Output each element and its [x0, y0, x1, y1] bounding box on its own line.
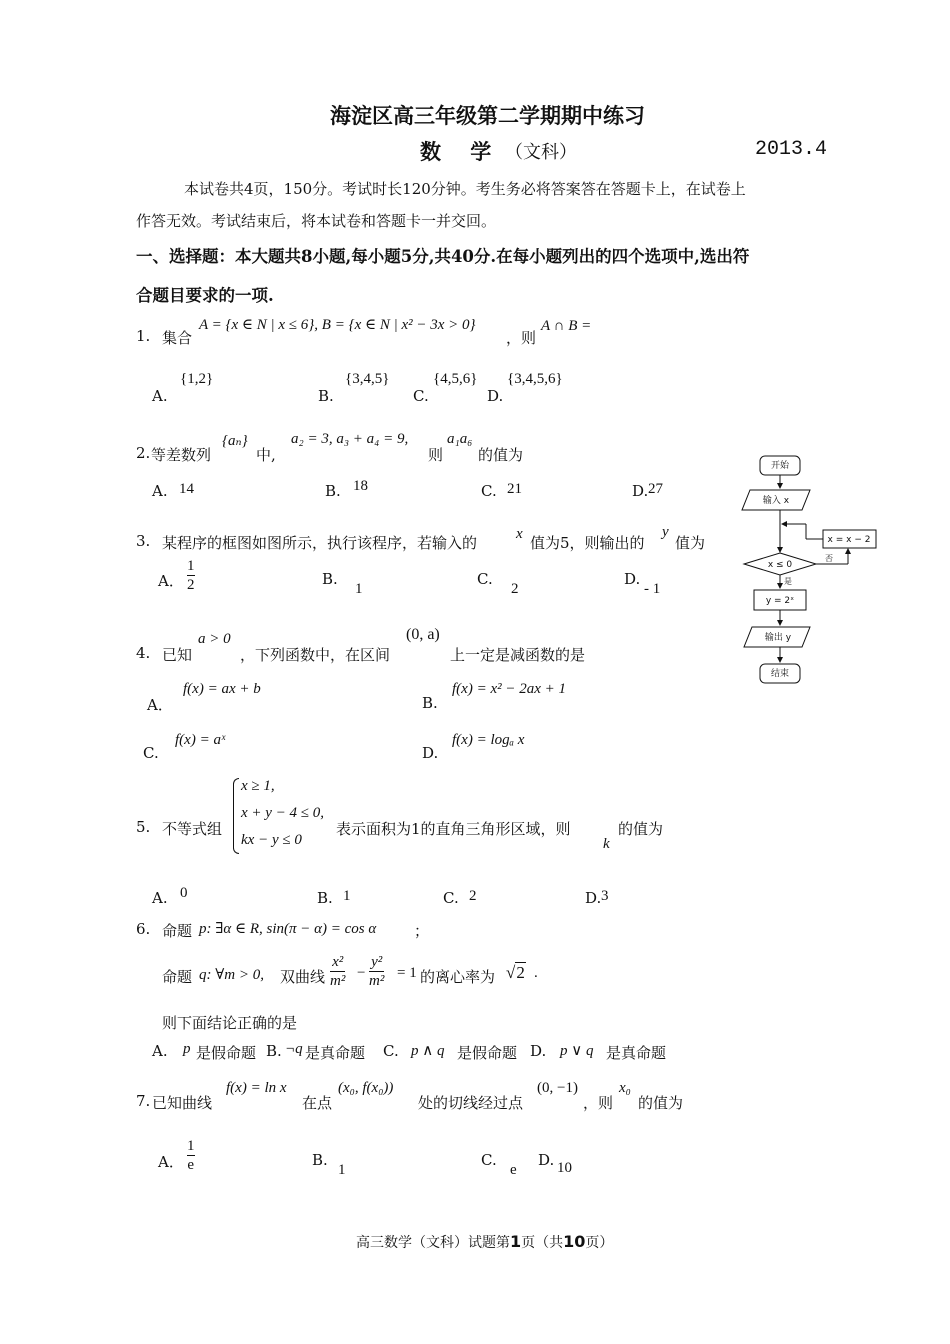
q2-option-c-value: 21: [507, 481, 522, 497]
q1-tail: ，则: [506, 329, 537, 347]
q6-p-end: ；: [414, 922, 430, 940]
q2-option-b-value: 18: [353, 478, 368, 494]
q7-option-a-label: A．: [158, 1153, 184, 1171]
q7-stem-e: 的值为: [638, 1094, 684, 1112]
q3-option-c-label: C.: [477, 570, 493, 588]
q2-option-d-value: 27: [648, 481, 663, 497]
flow-output-label: 输出 y: [764, 633, 792, 643]
q3-option-a-denominator: 2: [187, 577, 195, 593]
q5-stem-c: 的值为: [618, 820, 664, 838]
q6-option-c-math: p ∧ q: [411, 1043, 445, 1059]
q7-option-c-value: e: [510, 1162, 517, 1178]
program-flowchart: [738, 450, 883, 690]
q6-sqrt-sign: √2: [506, 963, 525, 982]
flow-update-label: x = x − 2: [827, 535, 871, 545]
q6-p-statement: p: ∃α ∈ R, sin(π − α) = cos α: [199, 921, 377, 937]
flow-start-label: 开始: [770, 461, 790, 471]
footer-total-pages: 10: [563, 1232, 586, 1251]
q5-option-d-label: D.: [585, 889, 602, 907]
q7-number: 7.: [136, 1092, 151, 1110]
q2-option-a-value: 14: [179, 481, 194, 497]
q6-option-d-text: 是真命题: [606, 1044, 667, 1062]
q3-option-b-label: B.: [322, 570, 338, 588]
q6-option-a-label: A.: [152, 1042, 168, 1060]
q6-option-d-label: D.: [530, 1042, 547, 1060]
q7-stem-a: 已知曲线: [152, 1094, 213, 1112]
q4-option-d-label: D.: [422, 744, 439, 762]
flow-no-label: 否: [825, 554, 833, 563]
q5-system-brace: [233, 778, 239, 854]
q3-option-b-value: 1: [355, 581, 363, 597]
q6-option-b-text: 是真命题: [305, 1044, 366, 1062]
flow-input-label: 输入 x: [762, 496, 790, 506]
q1-number: 1.: [136, 327, 151, 345]
q6-hyperbola-term-1: [330, 953, 345, 990]
q4-stem-b: ，下列函数中，在区间: [240, 646, 391, 664]
q4-option-a-label: A．: [147, 696, 173, 714]
intro-line-2: 作答无效。考试结束后，将本试卷和答题卡一并交回。: [136, 212, 497, 230]
q6-hyp-num-1: x²: [332, 954, 344, 970]
q5-stem-b: 表示面积为1的直角三角形区域，则: [336, 820, 571, 838]
q4-option-c-value: f(x) = aˣ: [175, 732, 226, 748]
q6-option-b-label: B.: [266, 1042, 282, 1060]
q6-sqrt-value: 2: [516, 963, 525, 982]
q4-condition: a > 0: [198, 631, 231, 647]
q2-tail: 的值为: [478, 446, 524, 464]
q6-q-label: 命题: [162, 968, 193, 986]
q4-option-b-value: f(x) = x² − 2ax + 1: [452, 681, 566, 697]
q6-hyp-eq: = 1: [397, 965, 417, 981]
q1-option-a-label: A.: [152, 387, 168, 405]
q5-option-a-value: 0: [180, 885, 188, 901]
q7-stem-d: ，则: [583, 1094, 614, 1112]
page-footer: [356, 1232, 613, 1252]
q5-option-d-value: 3: [601, 888, 609, 904]
footer-mid: 页（共: [521, 1235, 564, 1251]
q6-p-label: 命题: [162, 922, 193, 940]
q7-option-c-label: C.: [481, 1151, 497, 1169]
q6-option-c-label: C.: [383, 1042, 399, 1060]
flow-assign-label: y = 2ˣ: [765, 596, 795, 606]
q1-tail-math: A ∩ B =: [541, 318, 592, 334]
q7-option-a-fraction: [187, 1137, 195, 1174]
q3-option-c-value: 2: [511, 581, 519, 597]
q3-var-x: x: [516, 526, 523, 542]
q1-option-c-value: {4,5,6}: [433, 371, 478, 387]
q6-conclude: 则下面结论正确的是: [162, 1014, 298, 1032]
q5-system-line-2: x + y − 4 ≤ 0,: [241, 805, 325, 821]
q5-option-a-label: A.: [152, 889, 168, 907]
q5-option-c-value: 2: [469, 888, 477, 904]
q3-option-a-fraction: [187, 557, 195, 594]
q6-option-a-text: 是假命题: [196, 1044, 257, 1062]
flow-condition-label: x ≤ 0: [767, 560, 793, 570]
section-heading-line-2: 合题目要求的一项.: [136, 286, 274, 305]
q5-var-k: k: [603, 836, 610, 852]
q7-stem-c: 处的切线经过点: [418, 1094, 524, 1112]
q7-var-x0: x₀: [619, 1080, 631, 1096]
q4-option-d-value: f(x) = logₐ x: [452, 732, 525, 748]
q6-q-text-2: 的离心率为: [420, 968, 496, 986]
q4-option-c-label: C.: [143, 744, 159, 762]
q6-hyp-minus: −: [357, 965, 366, 981]
q4-stem-a: 已知: [162, 646, 193, 664]
q6-option-c-text: 是假命题: [457, 1044, 518, 1062]
q6-q-end: .: [534, 965, 538, 981]
footer-page-number: 1: [510, 1232, 522, 1251]
q3-var-y: y: [662, 524, 669, 540]
q2-condition: a₂ = 3, a₃ + a₄ = 9,: [291, 431, 409, 447]
q1-option-d-label: D.: [487, 387, 504, 405]
q7-option-a-numerator: 1: [187, 1138, 195, 1154]
q2-mid: 中,: [256, 446, 276, 464]
footer-suffix: 页）: [585, 1235, 614, 1251]
q2-then: 则: [428, 446, 444, 464]
q5-system-line-1: x ≥ 1,: [241, 778, 275, 794]
q7-option-d-label: D.: [538, 1151, 555, 1169]
page-title: 海淀区高三年级第二学期期中练习: [330, 103, 645, 128]
q4-option-b-label: B.: [422, 694, 438, 712]
q7-point: (x₀, f(x₀)): [338, 1080, 394, 1096]
q3-option-a-numerator: 1: [187, 558, 195, 574]
q7-option-b-label: B.: [312, 1151, 328, 1169]
q6-option-b-math: ¬q: [285, 1041, 303, 1057]
q2-option-b-label: B.: [325, 482, 341, 500]
q5-option-b-value: 1: [343, 888, 351, 904]
subject-title: 数 学: [420, 139, 492, 164]
q4-interval: (0, a): [406, 626, 440, 643]
intro-line-1: 本试卷共4页，150分。考试时长120分钟。考生务必将答案答在答题卡上，在试卷上: [184, 180, 746, 198]
q3-option-d-label: D.: [624, 570, 641, 588]
q5-stem-a: 不等式组: [162, 820, 223, 838]
q2-stem: 等差数列: [151, 446, 212, 464]
q3-option-d-value: - 1: [644, 581, 661, 597]
q4-stem-c: 上一定是减函数的是: [450, 646, 586, 664]
q6-hyp-den-2: m²: [369, 973, 385, 989]
q5-option-b-label: B.: [317, 889, 333, 907]
q6-option-a-math: p: [183, 1041, 191, 1057]
q7-option-b-value: 1: [338, 1162, 346, 1178]
q2-option-a-label: A.: [152, 482, 168, 500]
q4-number: 4.: [136, 644, 151, 662]
subject-note: （文科）: [505, 142, 577, 163]
flow-yes-label: 是: [784, 577, 792, 586]
q3-option-a-label: A．: [158, 572, 184, 590]
q7-option-a-denominator: e: [187, 1157, 195, 1173]
q6-q-statement: q: ∀m > 0,: [199, 967, 265, 983]
q2-option-c-label: C.: [481, 482, 497, 500]
q1-option-a-value: {1,2}: [180, 371, 214, 387]
q1-option-d-value: {3,4,5,6}: [507, 371, 563, 387]
q3-stem-a: 某程序的框图如图所示，执行该程序，若输入的: [162, 534, 478, 552]
q6-hyp-num-2: y²: [371, 954, 383, 970]
q7-point-2: (0, −1): [537, 1080, 578, 1096]
footer-prefix: 高三数学（文科）试题第: [356, 1235, 510, 1251]
q7-function: f(x) = ln x: [226, 1080, 287, 1096]
q1-sets: A = {x ∈ N | x ≤ 6}, B = {x ∈ N | x² − 3x > 0}: [199, 317, 476, 333]
q3-stem-b: 值为5，则输出的: [530, 534, 645, 552]
q2-option-d-label: D.: [632, 482, 649, 500]
q5-number: 5.: [136, 818, 151, 836]
q6-number: 6.: [136, 920, 151, 938]
q2-number: 2.: [136, 444, 151, 462]
q6-hyp-den-1: m²: [330, 973, 346, 989]
q3-number: 3.: [136, 532, 151, 550]
q1-stem: 集合: [162, 329, 193, 347]
q1-option-b-label: B.: [318, 387, 334, 405]
q7-option-d-value: 10: [557, 1160, 572, 1176]
q2-product: a₁a₆: [447, 431, 473, 447]
q5-option-c-label: C.: [443, 889, 459, 907]
q5-system-line-3: kx − y ≤ 0: [241, 832, 302, 848]
section-heading-line-1: 一、选择题：本大题共8小题,每小题5分,共40分.在每小题列出的四个选项中,选出符: [136, 247, 750, 266]
q6-q-text: 双曲线: [280, 968, 326, 986]
q3-stem-c: 值为: [675, 534, 706, 552]
q2-sequence: {aₙ}: [222, 433, 248, 449]
q4-option-a-value: f(x) = ax + b: [183, 681, 261, 697]
q1-option-b-value: {3,4,5}: [345, 371, 390, 387]
exam-date: 2013.4: [755, 138, 828, 161]
q1-option-c-label: C.: [413, 387, 429, 405]
q6-option-d-math: p ∨ q: [560, 1043, 594, 1059]
q7-stem-b: 在点: [302, 1094, 333, 1112]
q6-hyperbola-term-2: [369, 953, 384, 990]
flow-end-label: 结束: [770, 669, 790, 679]
